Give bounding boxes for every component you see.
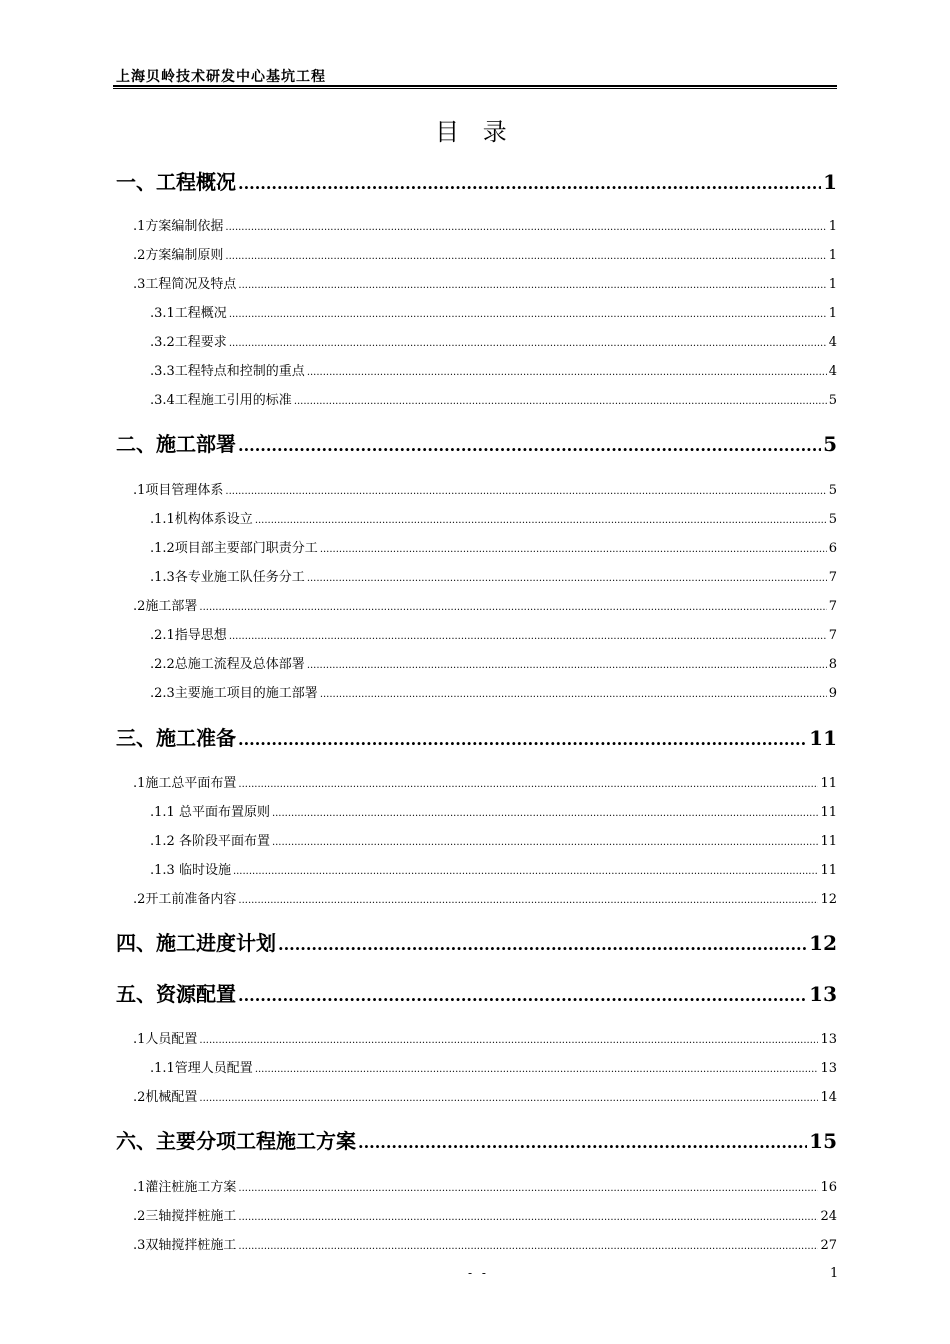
toc-entry-page: 7 [828,570,837,585]
toc-entry-page: 5 [828,512,837,527]
toc-entry-label: .2三轴搅拌桩施工 [133,1209,237,1224]
toc-entry-page: 12 [820,892,837,907]
toc-entry-subsection[interactable] [150,653,837,672]
toc-entry-label: .1方案编制依据 [133,219,224,234]
toc-entry-chapter-3[interactable] [116,722,837,751]
toc-entry-subsection[interactable] [150,801,837,820]
toc-entry-chapter-1[interactable] [116,166,837,195]
toc-entry-label: .2施工部署 [133,599,198,614]
dot-leader [199,599,826,614]
dot-leader [238,1180,818,1195]
toc-entry-section[interactable] [133,244,837,263]
dot-leader [229,335,827,350]
toc-entry-chapter-2[interactable] [116,428,837,457]
dot-leader [238,982,807,1006]
toc-entry-subsection[interactable] [150,1057,837,1076]
dot-leader [225,483,826,498]
toc-entry-section[interactable] [133,595,837,614]
dot-leader [255,1061,819,1076]
toc-entry-page: 1 [828,219,837,234]
dot-leader [199,1090,818,1105]
dot-leader [307,657,827,672]
toc-entry-subsection[interactable] [150,859,837,878]
dot-leader [272,805,819,820]
toc-entry-label: .1.1管理人员配置 [150,1061,253,1076]
toc-entry-page: 6 [828,541,837,556]
toc-entry-page: 1 [828,306,837,321]
toc-entry-label: .1.1 总平面布置原则 [150,805,270,820]
footer-dashes: - - [468,1266,489,1280]
toc-entry-label: 一、工程概况 [116,170,236,194]
dot-leader [255,512,827,527]
toc-entry-page: 11 [820,776,837,791]
toc-entry-subsection[interactable] [150,624,837,643]
toc-entry-page: 1 [823,170,837,194]
toc-entry-page: 13 [820,1032,837,1047]
dot-leader [320,686,827,701]
toc-entry-page: 1 [828,277,837,292]
toc-entry-label: .1.2项目部主要部门职责分工 [150,541,318,556]
dot-leader [272,834,819,849]
toc-entry-page: 12 [809,931,837,955]
dot-leader [238,892,818,907]
toc-entry-section[interactable] [133,479,837,498]
toc-entry-label: .2.1指导思想 [150,628,227,643]
toc-entry-label: .2.2总施工流程及总体部署 [150,657,305,672]
document-title: 目 录 [435,118,515,146]
dot-leader [238,1209,818,1224]
dot-leader [229,628,827,643]
toc-entry-subsection[interactable] [150,537,837,556]
toc-entry-page: 24 [820,1209,837,1224]
toc-entry-page: 13 [820,1061,837,1076]
toc-entry-label: .2机械配置 [133,1090,198,1105]
toc-entry-subsection[interactable] [150,389,837,408]
toc-entry-page: 13 [809,982,837,1006]
toc-entry-page: 15 [809,1129,837,1153]
toc-entry-label: .1灌注桩施工方案 [133,1180,237,1195]
dot-leader [278,931,807,955]
toc-entry-label: 三、施工准备 [116,726,236,750]
dot-leader [238,1238,818,1253]
toc-entry-page: 5 [823,432,837,456]
toc-entry-page: 8 [828,657,837,672]
toc-entry-label: .1.1机构体系设立 [150,512,253,527]
toc-entry-label: 四、施工进度计划 [116,931,276,955]
toc-entry-label: 五、资源配置 [116,982,236,1006]
dot-leader [238,277,826,292]
toc-entry-subsection[interactable] [150,331,837,350]
toc-entry-label: .3双轴搅拌桩施工 [133,1238,237,1253]
toc-entry-label: .3.2工程要求 [150,335,227,350]
toc-entry-subsection[interactable] [150,566,837,585]
toc-entry-page: 11 [820,834,837,849]
toc-entry-page: 5 [828,483,837,498]
toc-entry-page: 11 [820,863,837,878]
toc-entry-label: .1人员配置 [133,1032,198,1047]
toc-entry-page: 16 [820,1180,837,1195]
toc-entry-subsection[interactable] [150,360,837,379]
dot-leader [238,776,818,791]
dot-leader [199,1032,818,1047]
dot-leader [238,726,807,750]
toc-entry-label: .1项目管理体系 [133,483,224,498]
toc-entry-label: .1施工总平面布置 [133,776,237,791]
toc-entry-section[interactable] [133,1086,837,1105]
dot-leader [358,1129,807,1153]
toc-entry-page: 11 [809,726,837,750]
toc-entry-page: 9 [828,686,837,701]
toc-entry-page: 4 [828,364,837,379]
dot-leader [238,432,821,456]
toc-entry-label: .3工程简况及特点 [133,277,237,292]
toc-entry-label: .2方案编制原则 [133,248,224,263]
toc-entry-section[interactable] [133,772,837,791]
toc-entry-subsection[interactable] [150,830,837,849]
toc-entry-page: 1 [828,248,837,263]
toc-entry-page: 27 [820,1238,837,1253]
toc-entry-label: 六、主要分项工程施工方案 [116,1129,356,1153]
toc-entry-section[interactable] [133,1176,837,1195]
toc-entry-page: 11 [820,805,837,820]
toc-entry-section[interactable] [133,273,837,292]
toc-entry-section[interactable] [133,1205,837,1224]
page-header-title: 上海贝岭技术研发中心基坑工程 [116,69,326,85]
toc-entry-subsection[interactable] [150,302,837,321]
toc-entry-chapter-5[interactable] [116,978,837,1007]
toc-entry-page: 7 [828,628,837,643]
dot-leader [225,219,826,234]
toc-entry-label: .2.3主要施工项目的施工部署 [150,686,318,701]
toc-entry-label: .1.3各专业施工队任务分工 [150,570,305,585]
toc-entry-page: 5 [828,393,837,408]
dot-leader [229,306,827,321]
toc-entry-section[interactable] [133,215,837,234]
dot-leader [238,170,821,194]
toc-entry-page: 14 [820,1090,837,1105]
toc-entry-page: 4 [828,335,837,350]
toc-entry-section[interactable] [133,888,837,907]
dot-leader [307,570,827,585]
dot-leader [233,863,819,878]
toc-entry-label: .3.1工程概况 [150,306,227,321]
footer-page-number: 1 [830,1266,839,1281]
toc-entry-label: .1.2 各阶段平面布置 [150,834,270,849]
toc-entry-section[interactable] [133,1028,837,1047]
toc-entry-chapter-6[interactable] [116,1125,837,1154]
dot-leader [307,364,827,379]
toc-entry-label: .1.3 临时设施 [150,863,231,878]
toc-entry-label: .3.4工程施工引用的标准 [150,393,292,408]
toc-entry-label: .2开工前准备内容 [133,892,237,907]
toc-entry-chapter-4[interactable] [116,927,837,956]
toc-entry-subsection[interactable] [150,508,837,527]
dot-leader [320,541,827,556]
toc-entry-section[interactable] [133,1234,837,1253]
toc-entry-page: 7 [828,599,837,614]
toc-entry-subsection[interactable] [150,682,837,701]
toc-entry-label: 二、施工部署 [116,432,236,456]
toc-entry-label: .3.3工程特点和控制的重点 [150,364,305,379]
dot-leader [225,248,826,263]
dot-leader [294,393,827,408]
